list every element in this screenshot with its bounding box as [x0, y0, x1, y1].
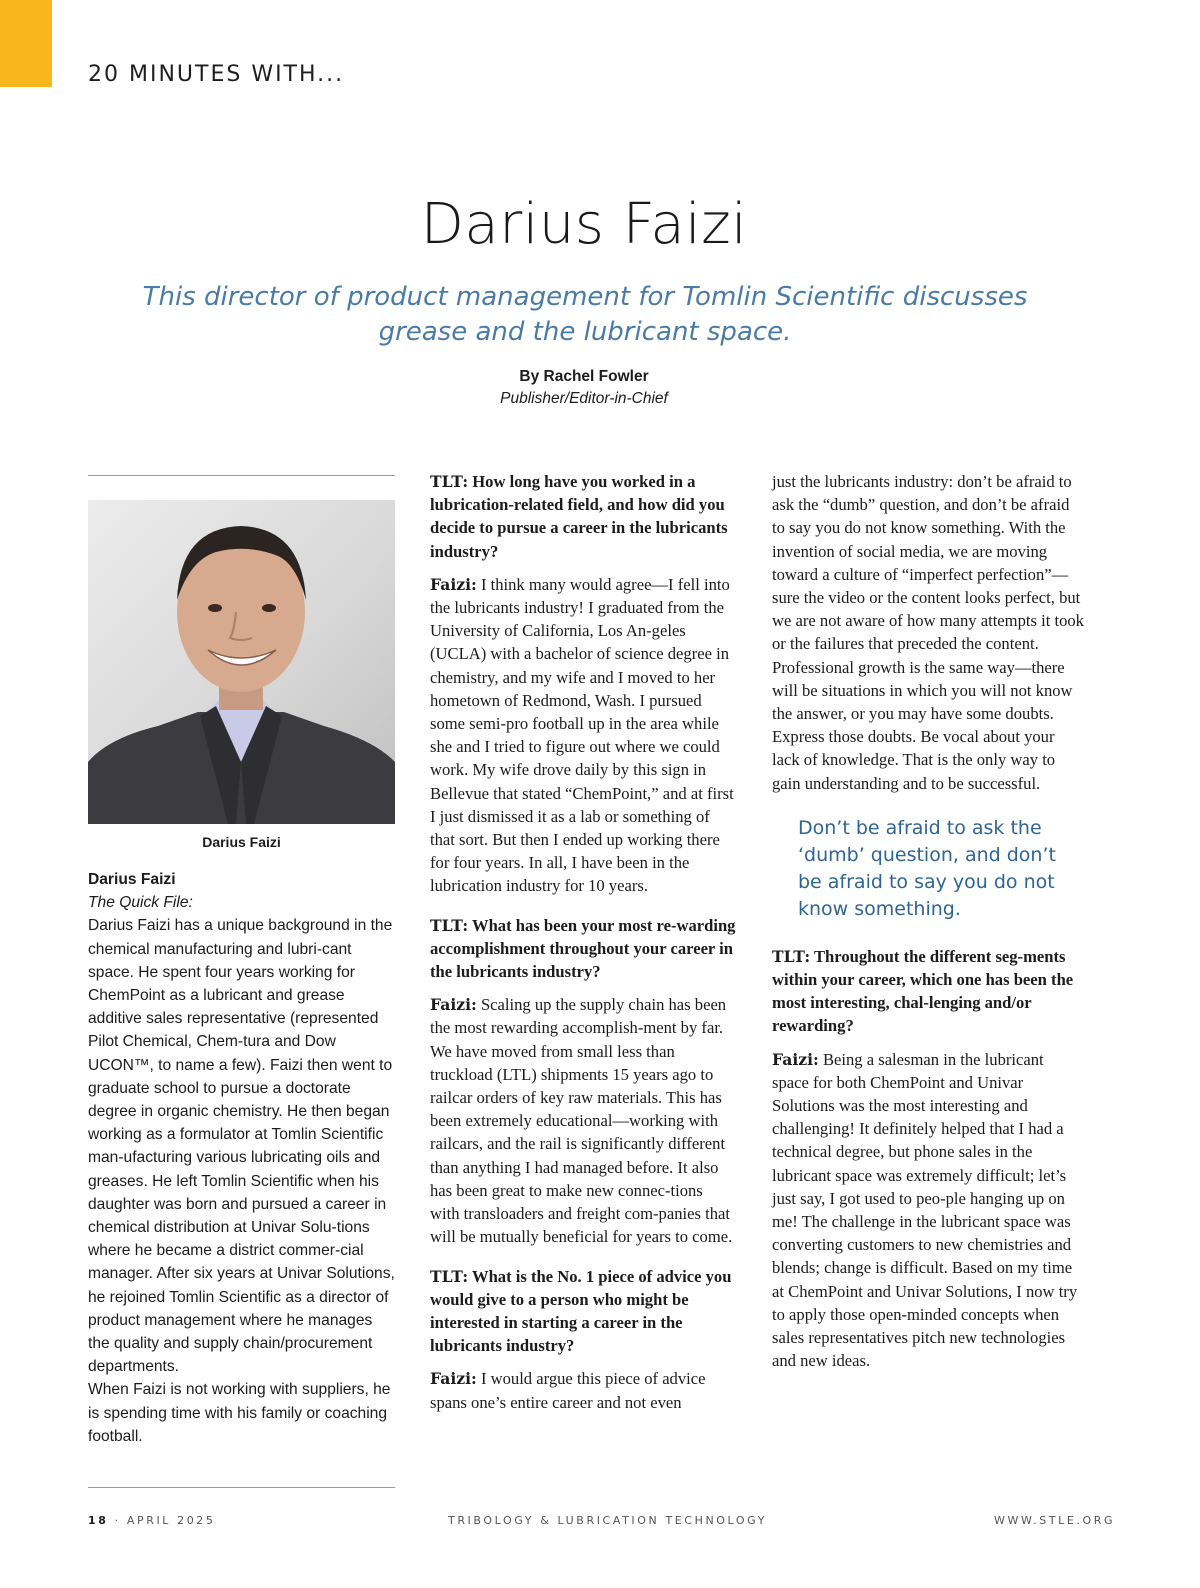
- answer-1: [430, 573, 736, 898]
- article-subtitle: This director of product management for Tomlin Scientific discusses grease and the lubricant space.: [142, 282, 1028, 347]
- sidebar-name: Darius Faizi: [88, 871, 176, 888]
- portrait-illustration: [88, 500, 395, 824]
- question-label: TLT:: [430, 472, 469, 491]
- question-4: [772, 945, 1084, 1038]
- footer-page-info: [88, 1514, 216, 1527]
- question-1: [430, 470, 736, 563]
- article-title: Darius Faizi: [420, 192, 748, 257]
- answer-label: Faizi:: [772, 1049, 819, 1069]
- section-accent-tab: [0, 0, 52, 87]
- website-url: WWW.STLE.ORG: [994, 1514, 1116, 1527]
- portrait-photo: [88, 500, 395, 824]
- byline: [0, 366, 1168, 410]
- sidebar-top-rule: [88, 475, 395, 476]
- answer-label: Faizi:: [430, 995, 477, 1015]
- answer-3: [430, 1367, 736, 1413]
- sidebar-bottom-rule: [88, 1487, 395, 1488]
- publication-name: TRIBOLOGY & LUBRICATION TECHNOLOGY: [448, 1514, 768, 1527]
- photo-caption: Darius Faizi: [202, 834, 281, 850]
- question-text: Throughout the different seg-ments within your career, which one has been the most interesting, chal-lenging and/or rewarding?: [772, 946, 1074, 1036]
- question-text: What has been your most re-warding accomplishment throughout your career in the lubricants industry?: [430, 915, 736, 982]
- question-label: TLT:: [430, 915, 469, 935]
- answer-label: Faizi:: [430, 574, 477, 594]
- answer-label: Faizi:: [430, 1369, 477, 1389]
- footer-separator: ·: [114, 1514, 121, 1527]
- answer-3-continued: just the lubricants industry: don’t be afraid to ask the “dumb” question, and don’t be afraid to say you do not know something. With the invention of social media, we are moving toward a culture of “imperfect perfection”—sure the video or the content looks perfect, but we are not aware of how many attempts it took or the failures that preceded the content. Professional growth is the same way—there will be situations in which you will not know the answer, or you may have some doubts. Express those doubts. Be vocal about your lack of knowledge. That is the only way to gain understanding and to be successful.: [772, 472, 1084, 793]
- sidebar-body-2: When Faizi is not working with suppliers, he is spending time with his family or coaching football.: [88, 1381, 391, 1445]
- section-label: 20 MINUTES WITH...: [88, 62, 345, 87]
- question-text: How long have you worked in a lubrication-related field, and how did you decide to pursue a career in the lubricants industry?: [430, 472, 728, 561]
- page-number: 18: [88, 1514, 109, 1527]
- question-3: [430, 1265, 736, 1358]
- issue-date: APRIL 2025: [126, 1514, 216, 1527]
- question-label: TLT:: [430, 1266, 469, 1286]
- byline-author: By Rachel Fowler: [519, 368, 649, 385]
- answer-text: Being a salesman in the lubricant space for both ChemPoint and Univar Solutions was the most interesting and challenging! It definitely helped that I had a technical degree, but phone sales in the lubricant space was extremely difficult; let’s just say, I got used to peo-ple hanging up on me! The challenge in the lubricant space was converting customers to new chemistries and blends; change is difficult. Based on my time at ChemPoint and Univar Solutions, I now try to apply those open-minded concepts when sales representatives pitch new technologies and new ideas.: [772, 1049, 1078, 1371]
- answer-2: [430, 993, 736, 1248]
- pull-quote: Don’t be afraid to ask the ‘dumb’ question, and don’t be afraid to say you do not know something.: [798, 816, 1056, 920]
- answer-text: Scaling up the supply chain has been the most rewarding accomplish-ment by far. We have moved from small less than truckload (LTL) shipments 15 years ago to railcar orders of key raw materials. This has been extremely educational—working with railcars, and the rail is significantly different than anything I had managed before. It also has been great to make new connec-tions with transloaders and freight com-panies that will be mutually beneficial for years to come.: [430, 995, 733, 1247]
- quick-file-sidebar: [88, 868, 398, 1448]
- answer-text: I would argue this piece of advice spans one’s entire career and not even: [430, 1369, 706, 1412]
- sidebar-subhead: The Quick File:: [88, 894, 193, 912]
- question-label: TLT:: [772, 946, 811, 966]
- interview-column-2: [772, 470, 1084, 1389]
- byline-role: Publisher/Editor-in-Chief: [500, 390, 668, 407]
- answer-text: I think many would agree—I fell into the lubricants industry! I graduated from the University of California, Los An-geles (UCLA) with a bachelor of science degree in chemistry, and my wife and I moved to her hometown of Redmond, Wash. I pursued some semi-pro football up in the area while she and I tried to figure out where we could work. My wife drove daily by this sign in Bellevue that stated “ChemPoint,” and at first I just dismissed it as a lab or something of that sort. But then I ended up working there for four years. In all, I have been in the lubrication industry for 10 years.: [430, 574, 734, 896]
- answer-4: [772, 1048, 1084, 1373]
- interview-column-1: [430, 470, 736, 1430]
- sidebar-body: Darius Faizi has a unique background in the chemical manufacturing and lubri-cant space. He spent four years working for ChemPoint as a lubricant and grease additive sales representative (represented Pilot Chemical, Chem-tura and Dow UCON™, to name a few). Faizi then went to graduate school to pursue a doctorate degree in organic chemistry. He then began working as a formulator at Tomlin Scientific man-ufacturing various lubricating oils and greases. He left Tomlin Scientific when his daughter was born and pursued a career in chemical distribution at Univar Solu-tions where he became a district commer-cial manager. After six years at Univar Solutions, he rejoined Tomlin Scientific as a director of product management where he manages the quality and supply chain/procurement departments.: [88, 917, 395, 1376]
- question-2: [430, 914, 736, 984]
- question-text: What is the No. 1 piece of advice you would give to a person who might be interested in starting a career in the lubricants industry?: [430, 1266, 732, 1356]
